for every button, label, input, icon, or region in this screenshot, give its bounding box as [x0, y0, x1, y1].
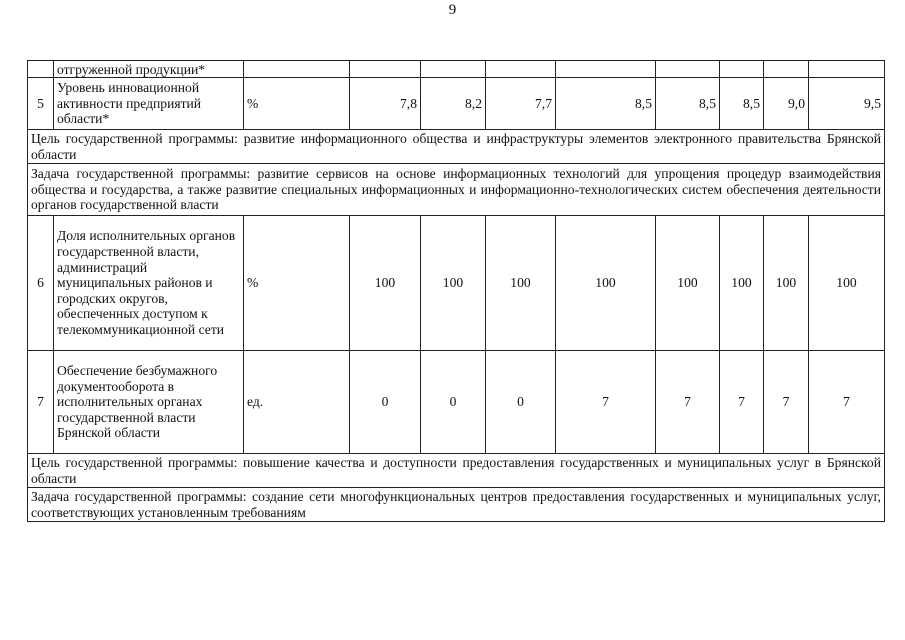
- indicator-name: Доля исполнительных органов государственной власти, администраций муниципальных районов и городских округов, обеспеченных доступом к телекоммуникационной сети: [54, 216, 244, 351]
- program-goal-text: Цель государственной программы: повышение качества и доступности предоставления государственных и муниципальных услуг в Брянской области: [28, 454, 885, 488]
- indicator-name: Обеспечение безбумажного документооборота в исполнительных органах государственной власти Брянской области: [54, 351, 244, 454]
- table-row-task: [28, 488, 885, 522]
- indicator-value: 7,8: [350, 78, 421, 130]
- indicator-value: 8,5: [556, 78, 656, 130]
- table-row-fragment: [28, 61, 885, 78]
- table-row-indicator-7: [28, 351, 885, 454]
- indicator-value: 100: [764, 216, 809, 351]
- unit-cell: [244, 61, 350, 78]
- value-cell: [809, 61, 885, 78]
- indicator-value: 100: [556, 216, 656, 351]
- indicator-unit: ед.: [244, 351, 350, 454]
- row-number-cell: [28, 61, 54, 78]
- indicator-value: 7: [809, 351, 885, 454]
- value-cell: [486, 61, 556, 78]
- indicator-value: 7: [764, 351, 809, 454]
- indicator-value: 7,7: [486, 78, 556, 130]
- row-number: 7: [28, 351, 54, 454]
- table-row-indicator-6: [28, 216, 885, 351]
- indicators-table: [27, 60, 885, 522]
- program-task-text: Задача государственной программы: создание сети многофункциональных центров предоставления государственных и муниципальных услуг, соответствующих установленным требованиям: [28, 488, 885, 522]
- indicator-value: 8,5: [656, 78, 720, 130]
- indicator-value: 0: [421, 351, 486, 454]
- indicator-value: 0: [350, 351, 421, 454]
- indicator-name: Уровень инновационной активности предприятий области*: [54, 78, 244, 130]
- indicator-value: 9,0: [764, 78, 809, 130]
- value-cell: [556, 61, 656, 78]
- page-number: 9: [448, 2, 457, 18]
- table-row-goal: [28, 454, 885, 488]
- indicator-value: 7: [656, 351, 720, 454]
- value-cell: [350, 61, 421, 78]
- program-task-text: Задача государственной программы: развитие сервисов на основе информационных технологий для упрощения процедур взаимодействия общества и государства, а также развитие специальных информационных и информационно-технологических систем обеспечения деятельности органов государственной власти: [28, 164, 885, 216]
- value-cell: [421, 61, 486, 78]
- table-row-indicator-5: [28, 78, 885, 130]
- indicator-value: 100: [350, 216, 421, 351]
- value-cell: [656, 61, 720, 78]
- table-row-task: [28, 164, 885, 216]
- indicator-value: 100: [486, 216, 556, 351]
- indicator-unit: %: [244, 78, 350, 130]
- indicator-value: 100: [656, 216, 720, 351]
- table-row-goal: [28, 130, 885, 164]
- row-number: 5: [28, 78, 54, 130]
- program-goal-text: Цель государственной программы: развитие информационного общества и инфраструктуры элементов электронного правительства Брянской области: [28, 130, 885, 164]
- row-number: 6: [28, 216, 54, 351]
- indicator-value: 0: [486, 351, 556, 454]
- indicator-value: 7: [720, 351, 764, 454]
- indicator-name-fragment: отгруженной продукции*: [54, 61, 244, 78]
- indicator-value: 8,2: [421, 78, 486, 130]
- value-cell: [720, 61, 764, 78]
- indicator-value: 100: [720, 216, 764, 351]
- indicator-value: 100: [809, 216, 885, 351]
- indicator-unit: %: [244, 216, 350, 351]
- indicator-value: 100: [421, 216, 486, 351]
- indicator-value: 9,5: [809, 78, 885, 130]
- indicator-value: 8,5: [720, 78, 764, 130]
- value-cell: [764, 61, 809, 78]
- indicator-value: 7: [556, 351, 656, 454]
